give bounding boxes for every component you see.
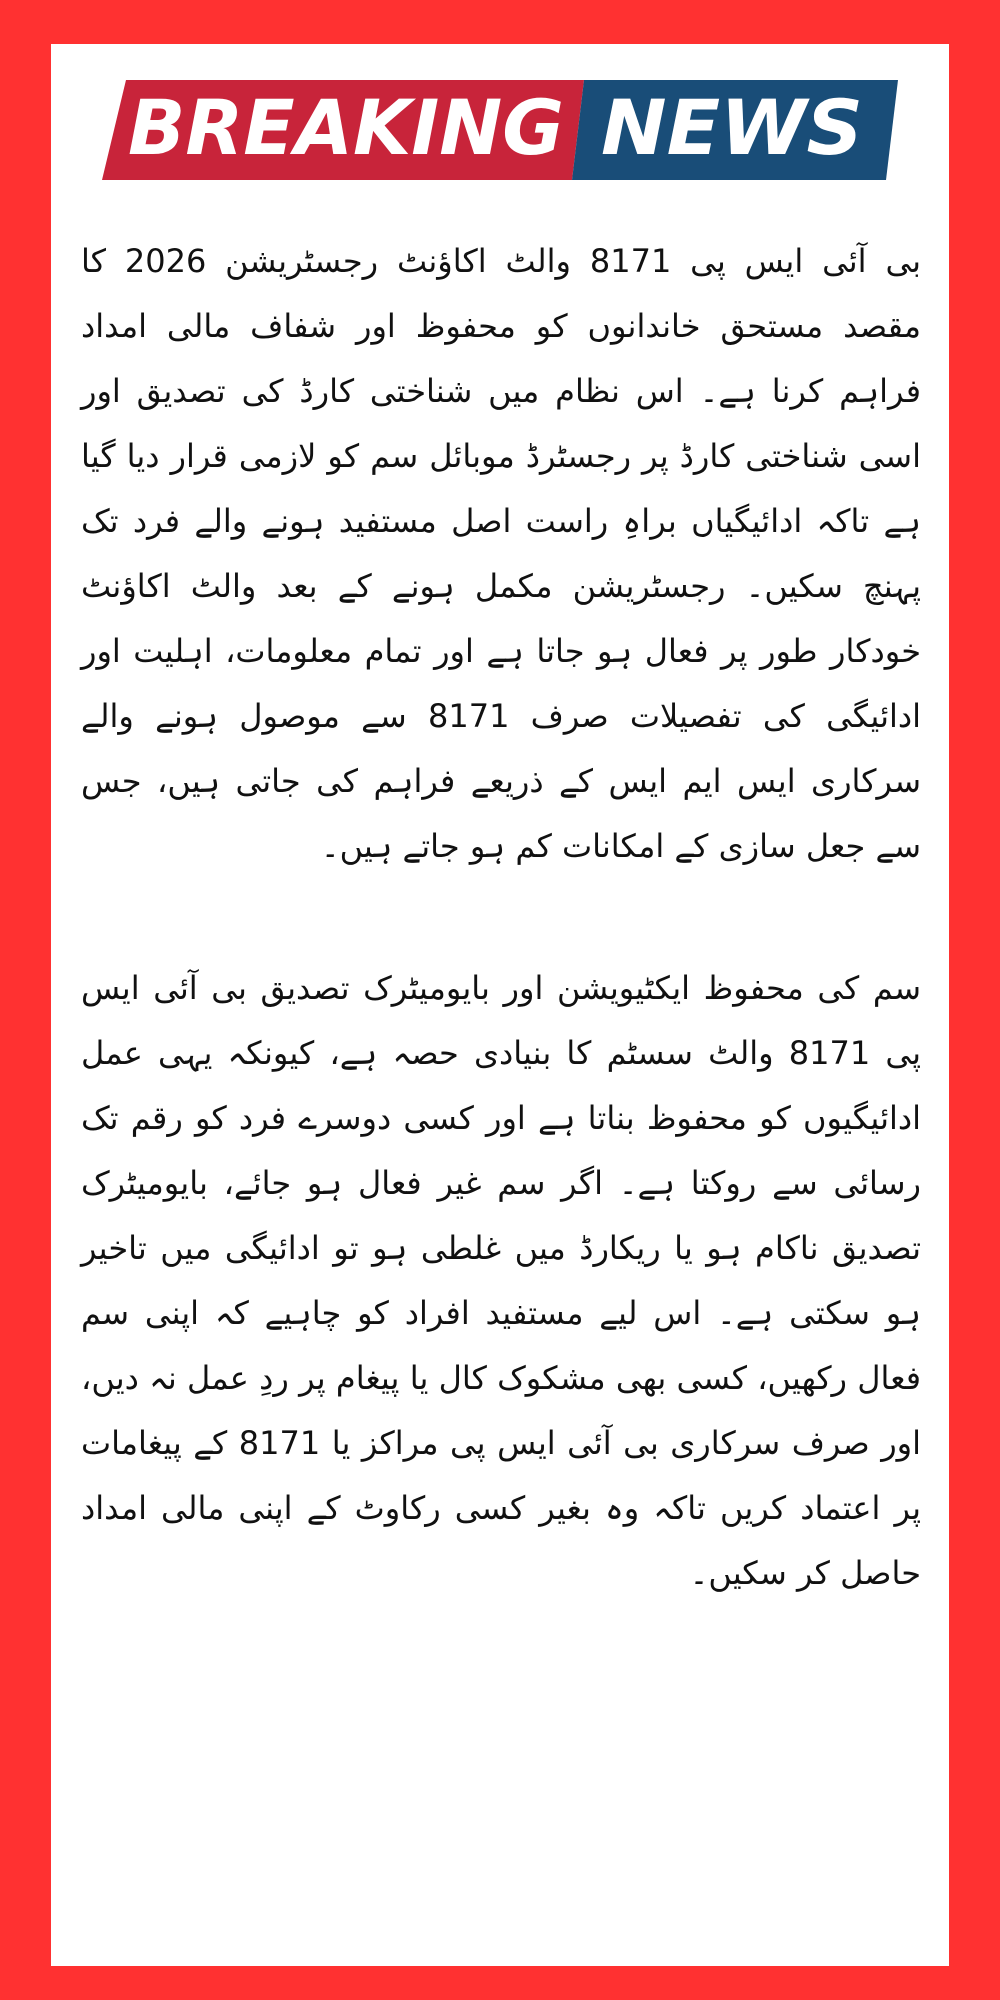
article-body (81, 229, 921, 1606)
banner-word-news: NEWS (601, 83, 863, 172)
article-paragraph-2: سم کی محفوظ ایکٹیویشن اور بایومیٹرک تصدیق بی آئی ایس پی 8171 والٹ سسٹم کا بنیادی حصہ ہے، کیونکہ یہی عمل ادائیگیوں کو محفوظ بناتا ہے اور کسی دوسرے فرد کو رقم تک رسائی سے روکتا ہے۔ اگر سم غیر فعال ہو جائے، بایومیٹرک تصدیق ناکام ہو یا ریکارڈ میں غلطی ہو تو ادائیگی میں تاخیر ہو سکتی ہے۔ اس لیے مستفید افراد کو چاہیے کہ اپنی سم فعال رکھیں، کسی بھی مشکوک کال یا پیغام پر ردِ عمل نہ دیں، اور صرف سرکاری بی آئی ایس پی مراکز یا 8171 کے پیغامات پر اعتماد کریں تاکہ وہ بغیر کسی رکاوٹ کے اپنی مالی امداد حاصل کر سکیں۔ (81, 969, 922, 1592)
article-paragraph-1: بی آئی ایس پی 8171 والٹ اکاؤنٹ رجسٹریشن 2026 کا مقصد مستحق خاندانوں کو محفوظ اور شفاف مالی امداد فراہم کرنا ہے۔ اس نظام میں شناختی کارڈ کی تصدیق اور اسی شناختی کارڈ پر رجسٹرڈ موبائل سم کو لازمی قرار دیا گیا ہے تاکہ ادائیگیاں براہِ راست اصل مستفید ہونے والے فرد تک پہنچ سکیں۔ رجسٹریشن مکمل ہونے کے بعد والٹ اکاؤنٹ خودکار طور پر فعال ہو جاتا ہے اور تمام معلومات، اہلیت اور ادائیگی کی تفصیلات صرف 8171 سے موصول ہونے والے سرکاری ایس ایم ایس کے ذریعے فراہم کی جاتی ہیں، جس سے جعل سازی کے امکانات کم ہو جاتے ہیں۔ (81, 242, 922, 865)
article-card (51, 44, 949, 1966)
breaking-news-logo (102, 80, 898, 180)
banner-word-breaking: BREAKING (128, 83, 564, 172)
breaking-news-banner (102, 80, 898, 180)
